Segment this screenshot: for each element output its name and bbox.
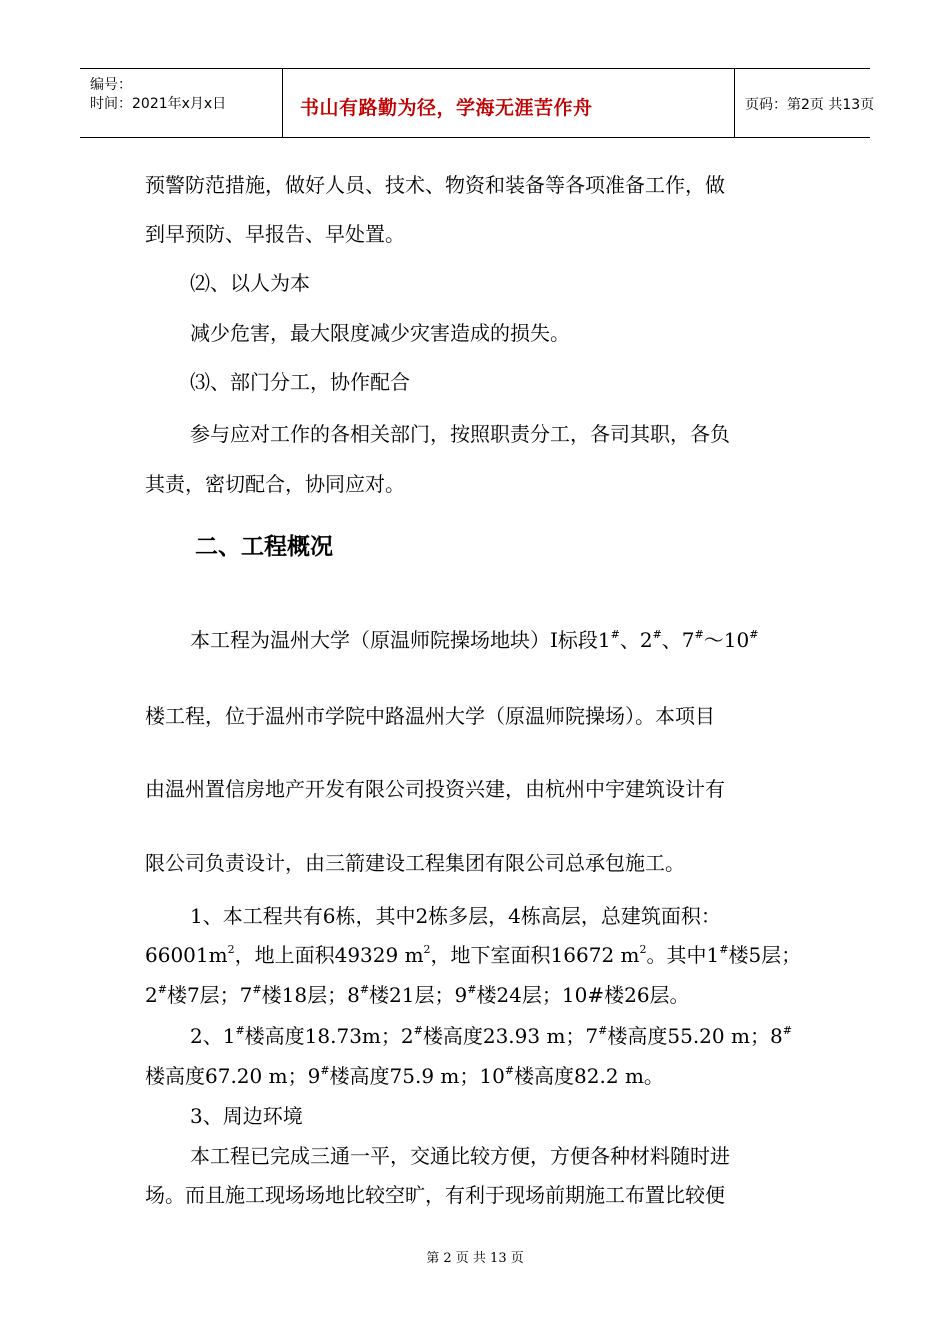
page-header xyxy=(80,68,875,138)
item-1-line: $66001m^2$，地上面积49329 $m^2$，地下室面积16672 $m^2$。其中1#楼5层； xyxy=(145,943,802,967)
overview-line: 楼工程，位于温州市学院中路温州大学（原温师院操场）。本项目 xyxy=(145,704,715,728)
paragraph-line: 减少危害，最大限度减少灾害造成的损失。 xyxy=(190,321,570,345)
item-1-line: 2#楼7层；7#楼18层；8#楼21层；9#楼24层；10#楼26层。 xyxy=(145,983,690,1007)
header-page-cell xyxy=(735,69,875,137)
header-motto-cell xyxy=(282,69,735,137)
item-3-line: 场。而且施工现场场地比较空旷，有利于现场前期施工布置比较便 xyxy=(145,1183,725,1207)
subheading-department-division: ⑶、部门分工，协作配合 xyxy=(190,370,410,394)
doc-time: 时间：2021年x月x日 xyxy=(90,96,227,112)
header-page-info: 页码：第2页 共13页 xyxy=(745,97,875,113)
header-motto: 书山有路勤为径，学海无涯苦作舟 xyxy=(300,97,593,119)
doc-number-label: 编号： xyxy=(90,77,132,93)
paragraph-line: 到早预防、早报告、早处置。 xyxy=(145,222,405,246)
overview-line: 由温州置信房地产开发有限公司投资兴建，由杭州中宇建筑设计有 xyxy=(145,777,725,801)
overview-line: 限公司负责设计，由三箭建设工程集团有限公司总承包施工。 xyxy=(145,851,685,875)
paragraph-line: 参与应对工作的各相关部门，按照职责分工，各司其职，各负 xyxy=(190,422,730,446)
paragraph-line: 预警防范措施，做好人员、技术、物资和装备等各项准备工作，做 xyxy=(145,173,725,197)
overview-line: 本工程为温州大学（原温师院操场地块）I标段1#、2#、7#～10# xyxy=(190,628,759,652)
header-meta-cell xyxy=(80,69,283,137)
page-footer: 第 2 页 共 13 页 xyxy=(426,1251,524,1266)
paragraph-line: 其责，密切配合，协同应对。 xyxy=(145,472,405,496)
item-3-line: 本工程已完成三通一平，交通比较方便，方便各种材料随时进 xyxy=(190,1144,730,1168)
item-1-line: 1、本工程共有6栋，其中2栋多层，4栋高层，总建筑面积： xyxy=(190,904,721,928)
item-3-heading: 3、周边环境 xyxy=(190,1104,303,1128)
item-2-line: 2、1#楼高度18.73m；2#楼高度23.93 m；7#楼高度55.20 m；8# xyxy=(190,1024,792,1048)
subheading-people-first: ⑵、以人为本 xyxy=(190,271,310,295)
section-heading: 二、工程概况 xyxy=(195,534,333,560)
item-2-line: 楼高度67.20 m；9#楼高度75.9 m；10#楼高度82.2 m。 xyxy=(145,1064,664,1088)
